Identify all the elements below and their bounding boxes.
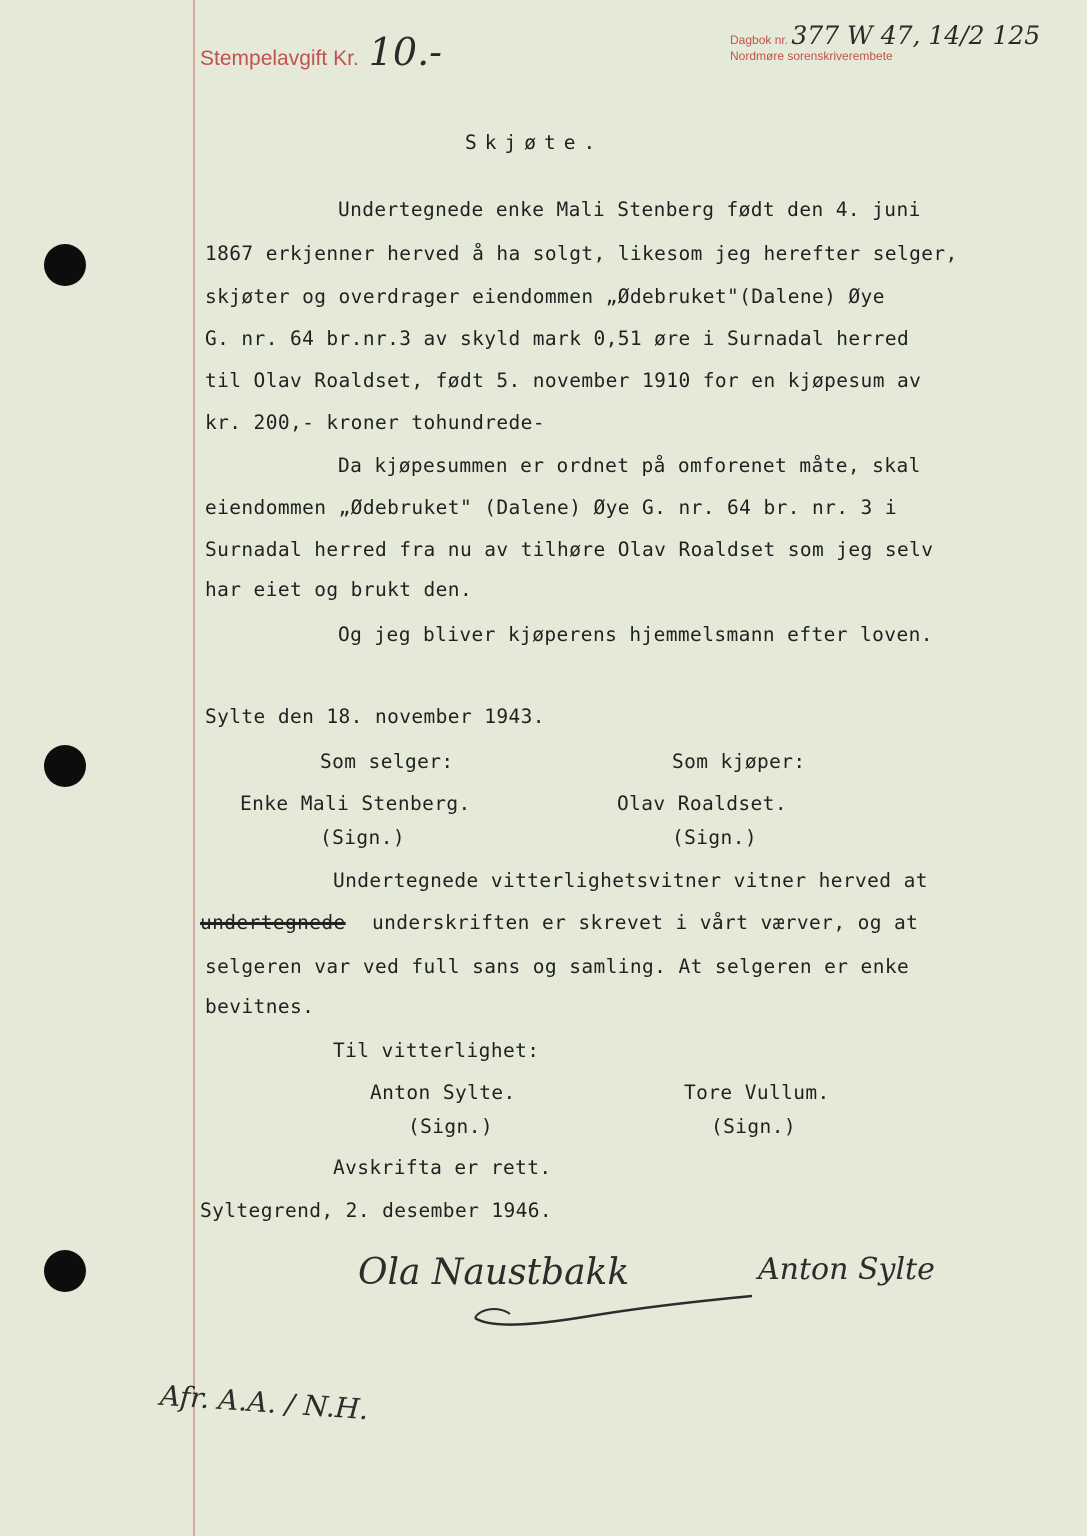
- journal-label: Dagbok nr.: [730, 33, 789, 47]
- body-line: Undertegnede enke Mali Stenberg født den 4. juni: [338, 198, 921, 221]
- seller-heading: Som selger:: [320, 750, 454, 773]
- copy-certified: Avskrifta er rett.: [333, 1156, 552, 1179]
- body-line: Surnadal herred fra nu av tilhøre Olav Roaldset som jeg selv: [205, 538, 934, 561]
- journal-number: 377 W 47, 14/2 125: [791, 21, 1041, 50]
- buyer-sign: (Sign.): [672, 826, 757, 849]
- signature-sylte: Anton Sylte: [758, 1252, 935, 1287]
- body-line: har eiet og brukt den.: [205, 578, 473, 601]
- body-line: Og jeg bliver kjøperens hjemmelsmann efter loven.: [338, 623, 933, 646]
- body-line: kr. 200,- kroner tohundrede-: [205, 411, 545, 434]
- witness-one: Anton Sylte.: [370, 1081, 516, 1104]
- witness-line: bevitnes.: [205, 995, 315, 1018]
- seller-name: Enke Mali Stenberg.: [240, 792, 471, 815]
- witness-two-sign: (Sign.): [711, 1115, 796, 1138]
- body-line: 1867 erkjenner herved å ha solgt, likesom jeg herefter selger,: [205, 242, 958, 265]
- fee-label: Stempelavgift Kr.: [200, 47, 359, 70]
- body-line: til Olav Roaldset, født 5. november 1910 for en kjøpesum av: [205, 369, 922, 392]
- struck-word: undertegnede: [200, 911, 346, 934]
- witness-two: Tore Vullum.: [684, 1081, 830, 1104]
- witness-line: Undertegnede vitterlighetsvitner vitner herved at: [333, 869, 928, 892]
- fee-amount: 10.-: [368, 30, 443, 74]
- punch-hole: [44, 745, 86, 787]
- clerk-initials: Afr. A.A. / N.H.: [159, 1378, 370, 1427]
- office-stamp: Nordmøre sorenskriverembete: [730, 49, 893, 63]
- punch-hole: [44, 1250, 86, 1292]
- buyer-heading: Som kjøper:: [672, 750, 806, 773]
- body-line: Da kjøpesummen er ordnet på omforenet måte, skal: [338, 454, 921, 477]
- copy-place-date: Syltegrend, 2. desember 1946.: [200, 1199, 553, 1222]
- journal-stamp: [730, 21, 1041, 64]
- margin-line: [193, 0, 195, 1536]
- witness-line: underskriften er skrevet i vårt værver, og at: [372, 911, 919, 934]
- fee-stamp: [200, 30, 442, 74]
- signature-naustbakk: Ola Naustbakk: [358, 1252, 630, 1293]
- buyer-name: Olav Roaldset.: [617, 792, 787, 815]
- signature-flourish: [470, 1288, 760, 1338]
- document-title: Skjøte.: [465, 131, 604, 154]
- place-date: Sylte den 18. november 1943.: [205, 705, 545, 728]
- witness-one-sign: (Sign.): [408, 1115, 493, 1138]
- witness-line: selgeren var ved full sans og samling. At selgeren er enke: [205, 955, 910, 978]
- punch-hole: [44, 244, 86, 286]
- body-line: skjøter og overdrager eiendommen „Ødebruket"(Dalene) Øye: [205, 285, 885, 308]
- body-line: eiendommen „Ødebruket" (Dalene) Øye G. nr. 64 br. nr. 3 i: [205, 496, 897, 519]
- witness-heading: Til vitterlighet:: [333, 1039, 540, 1062]
- body-line: G. nr. 64 br.nr.3 av skyld mark 0,51 øre i Surnadal herred: [205, 327, 910, 350]
- seller-sign: (Sign.): [320, 826, 405, 849]
